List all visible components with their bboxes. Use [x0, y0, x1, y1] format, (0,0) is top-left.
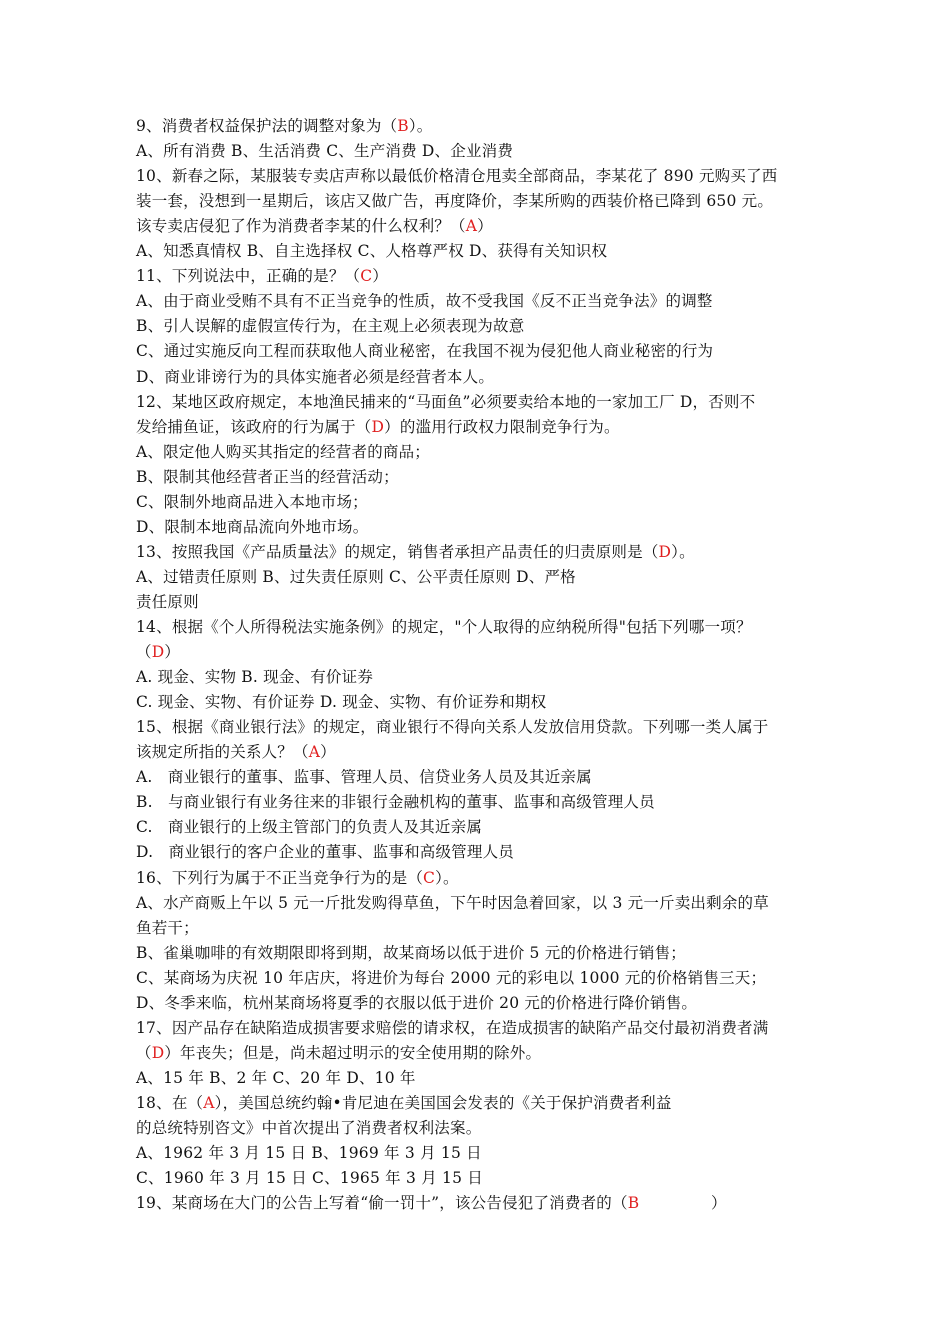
text-line	[136, 1043, 541, 1063]
answer-letter: B	[397, 117, 409, 135]
line-text: 17、因产品存在缺陷造成损害要求赔偿的请求权，在造成损害的缺陷产品交付最初消费者满	[136, 1018, 769, 1037]
line-text: ）	[477, 217, 493, 236]
line-text: （	[136, 1043, 152, 1062]
answer-letter: A	[308, 743, 321, 762]
text-line	[136, 291, 713, 311]
line-text: A、知悉真情权 B、自主选择权 C、人格尊严权 D、获得有关知识权	[136, 242, 608, 261]
line-text: ）年丧失；但是，尚未超过明示的安全使用期的除外。	[164, 1043, 542, 1062]
line-text: D. 商业银行的客户企业的董事、监事和高级管理人员	[136, 843, 514, 862]
answer-letter: D	[151, 1043, 165, 1062]
line-text: A、由于商业受贿不具有不正当竞争的性质，故不受我国《反不正当竞争法》的调整	[136, 292, 713, 311]
line-text: A、水产商贩上午以 5 元一斤批发购得草鱼，下午时因急着回家，以 3 元一斤卖出剩余的草	[136, 893, 769, 912]
line-text: D、限制本地商品流向外地市场。	[136, 517, 369, 536]
answer-letter: D	[371, 417, 385, 436]
text-line	[136, 116, 433, 136]
text-line	[136, 667, 373, 687]
line-text: 9、消费者权益保护法的调整对象为（	[136, 117, 398, 135]
text-line	[136, 316, 524, 336]
answer-letter: D	[151, 643, 165, 662]
line-text: （	[136, 643, 152, 662]
line-text: A. 商业银行的董事、监事、管理人员、信贷业务人员及其近亲属	[136, 768, 592, 787]
answer-letter: C	[360, 267, 373, 286]
line-text: 鱼若干；	[136, 918, 199, 937]
line-text: ）	[320, 743, 336, 762]
text-line	[136, 592, 199, 612]
line-text: ）	[164, 643, 181, 662]
line-text: ）	[372, 267, 388, 286]
line-text: ）	[639, 1194, 727, 1213]
text-line	[136, 467, 399, 487]
text-line	[136, 517, 368, 537]
text-line	[136, 567, 576, 587]
text-line	[136, 417, 620, 437]
text-line	[136, 817, 482, 837]
text-line	[136, 767, 592, 787]
line-text: 10、新春之际，某服装专卖店声称以最低价格清仓甩卖全部商品，李某花了 890 元购买了西	[136, 167, 778, 186]
line-text: C、通过实施反向工程而获取他人商业秘密，在我国不视为侵犯他人商业秘密的行为	[136, 342, 714, 361]
text-line	[136, 392, 755, 412]
line-text: 该规定所指的关系人？（	[136, 743, 309, 762]
text-line	[136, 868, 459, 888]
text-line	[136, 266, 388, 286]
text-line	[136, 742, 336, 762]
text-line	[136, 241, 607, 261]
line-text: C、某商场为庆祝 10 年店庆，将进价为每台 2000 元的彩电以 1000 元的价格销售三天；	[136, 968, 767, 987]
line-text: A. 现金、实物 B. 现金、有价证券	[136, 668, 374, 687]
answer-letter: A	[203, 1093, 215, 1112]
text-line	[136, 617, 752, 637]
line-text: 16、下列行为属于不正当竞争行为的是（	[136, 868, 424, 887]
text-line	[136, 968, 766, 988]
text-line	[136, 1118, 481, 1138]
text-line	[136, 792, 655, 812]
answer-letter: C	[423, 868, 436, 887]
line-text: C. 现金、实物、有价证券 D. 现金、实物、有价证券和期权	[136, 693, 547, 712]
text-line	[136, 1093, 672, 1113]
line-text: 15、根据《商业银行法》的规定，商业银行不得向关系人发放信用贷款。下列哪一类人属于	[136, 718, 769, 737]
text-line	[136, 367, 494, 387]
text-line	[136, 442, 430, 462]
line-text: 11、下列说法中，正确的是？（	[136, 267, 361, 286]
text-line	[136, 893, 769, 913]
line-text: B、限制其他经营者正当的经营活动；	[136, 467, 399, 486]
line-text: B. 与商业银行有业务往来的非银行金融机构的董事、监事和高级管理人员	[136, 793, 655, 812]
line-text: C、1960 年 3 月 15 日 C、1965 年 3 月 15 日	[136, 1169, 483, 1188]
line-text: B、引人误解的虚假宣传行为，在主观上必须表现为故意	[136, 317, 525, 336]
text-line	[136, 1193, 727, 1213]
line-text: A、所有消费 B、生活消费 C、生产消费 D、企业消费	[136, 142, 514, 161]
text-line	[136, 1143, 482, 1163]
text-line	[136, 993, 697, 1013]
text-line	[136, 141, 513, 161]
line-text: 14、根据《个人所得税法实施条例》的规定，"个人取得的应纳税所得"包括下列哪一项？	[136, 618, 752, 636]
text-line	[136, 717, 768, 737]
text-line	[136, 1168, 483, 1188]
line-text: ）。	[435, 868, 459, 887]
line-text: A、过错责任原则 B、过失责任原则 C、公平责任原则 D、严格	[136, 567, 576, 586]
text-line	[136, 492, 368, 512]
text-line	[136, 341, 713, 361]
line-text: A、限定他人购买其指定的经营者的商品；	[136, 442, 430, 461]
line-text: ），美国总统约翰•肯尼迪在美国国会发表的《关于保护消费者利益	[214, 1093, 672, 1112]
line-text: 18、在（	[136, 1093, 204, 1112]
text-line	[136, 216, 493, 236]
text-line	[136, 166, 777, 186]
line-text: ）。	[408, 117, 433, 135]
line-text: 13、按照我国《产品质量法》的规定，销售者承担产品责任的归责原则是（	[136, 542, 659, 561]
line-text: 发给捕鱼证，该政府的行为属于（	[136, 417, 372, 436]
line-text: D、冬季来临，杭州某商场将夏季的衣服以低于进价 20 元的价格进行降价销售。	[136, 993, 698, 1012]
line-text: 的总统特别咨文》中首次提出了消费者权利法案。	[136, 1119, 482, 1137]
answer-letter: D	[658, 542, 672, 561]
text-line	[136, 692, 546, 712]
text-line	[136, 1068, 416, 1088]
line-text: ）的滥用行政权力限制竞争行为。	[384, 417, 620, 436]
text-line	[136, 542, 695, 562]
line-text: ）。	[671, 542, 695, 561]
line-text: A、1962 年 3 月 15 日 B、1969 年 3 月 15 日	[136, 1144, 482, 1163]
line-text: 该专卖店侵犯了作为消费者李某的什么权利？（	[136, 217, 466, 236]
line-text: 19、某商场在大门的公告上写着“偷一罚十”，该公告侵犯了消费者的（	[136, 1194, 628, 1213]
line-text: A、15 年 B、2 年 C、20 年 D、10 年	[136, 1068, 416, 1087]
line-text: 12、某地区政府规定，本地渔民捕来的“马面鱼”必须要卖给本地的一家加工厂 D，否则不	[136, 392, 756, 411]
line-text: C. 商业银行的上级主管部门的负责人及其近亲属	[136, 818, 483, 837]
line-text: D、商业诽谤行为的具体实施者必须是经营者本人。	[136, 367, 495, 386]
text-line	[136, 642, 180, 662]
answer-letter: A	[465, 217, 478, 236]
text-line	[136, 1018, 768, 1038]
line-text: 责任原则	[136, 592, 199, 611]
line-text: C、限制外地商品进入本地市场；	[136, 492, 368, 511]
line-text: 装一套，没想到一星期后，该店又做广告，再度降价，李某所购的西装价格已降到 650 元。	[136, 192, 774, 211]
line-text: B、雀巢咖啡的有效期限即将到期，故某商场以低于进价 5 元的价格进行销售；	[136, 943, 687, 962]
answer-letter: B	[627, 1194, 640, 1213]
text-line	[136, 842, 514, 862]
text-line	[136, 943, 686, 963]
text-line	[136, 191, 773, 211]
text-line	[136, 918, 199, 938]
